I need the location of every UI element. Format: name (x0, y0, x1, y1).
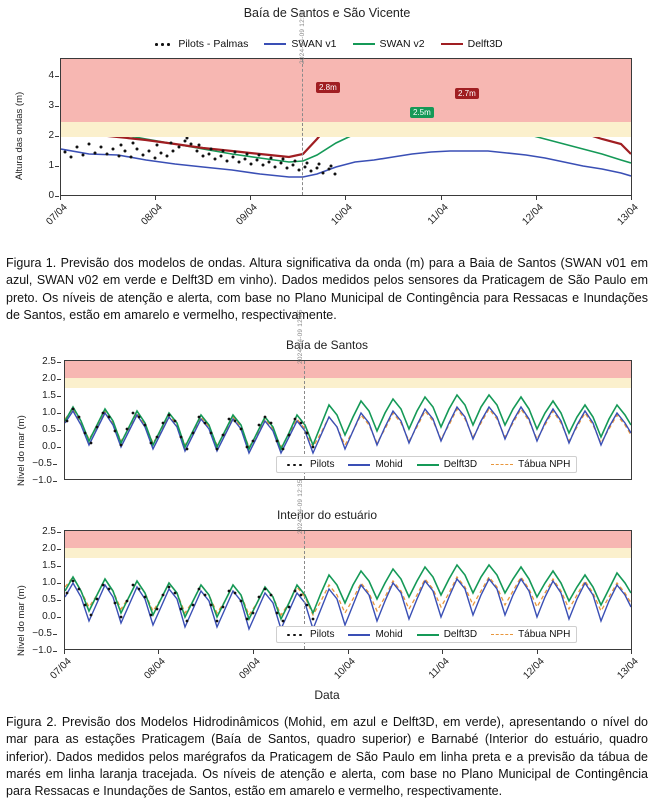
y-tick: 2.0 (30, 543, 56, 554)
band-alerta (61, 59, 631, 122)
dots-icon (283, 461, 305, 469)
figure-1-y-axis-label: Altura das ondas (m) (14, 91, 25, 180)
dashed-line-icon (491, 464, 513, 465)
legend-item-delft3d (417, 629, 477, 640)
peak-label-swan-v2: 2.5m (410, 107, 434, 118)
legend-item-swan-v2 (353, 38, 425, 50)
panel-b-y-axis-label: Nível do mar (m) (16, 585, 27, 656)
y-tick: 1.0 (30, 407, 56, 418)
band-atencao (65, 548, 631, 558)
y-tick: 1 (28, 160, 54, 171)
line-icon (348, 464, 370, 466)
panel-a-legend (276, 456, 577, 473)
x-tick-mark (536, 196, 537, 200)
y-tick: 1.5 (30, 390, 56, 401)
figure-1-caption: Figura 1. Previsão dos modelos de ondas. Altura significativa da onda (m) para a Baia de Santos (SWAN v01 em azul, SWAN v02 em verde e Delft3D em vinho). Dados medidos pelos sensores da Praticagem de São Paulo em preto. Os níveis de atenção e alerta, com base no Plano Municipal de Contingência para Ressacas e Inundações de Santos, estão em amarelo e vermelho, respectivamente. (6, 256, 648, 322)
y-tick: 3 (28, 100, 54, 111)
x-tick-label: 13/04 (615, 202, 641, 228)
x-tick-label: 13/04 (615, 656, 641, 682)
y-tick: 0.0 (30, 441, 56, 452)
dots-icon (283, 631, 305, 639)
x-tick-mark (442, 650, 443, 654)
figure-1-event-label: 2024-04-09 12:31 (299, 9, 306, 64)
figure-1 (0, 0, 654, 324)
figure-1-title: Baía de Santos e São Vicente (243, 6, 411, 20)
y-tick: 1.5 (30, 560, 56, 571)
legend-item-tabua-nph (491, 629, 570, 640)
legend-item-pilots (283, 459, 334, 470)
y-tick: 0.5 (30, 424, 56, 435)
figure-1-legend (0, 38, 654, 50)
y-tick: 2 (28, 130, 54, 141)
legend-item-delft3d (441, 38, 503, 50)
figure-2-panel-interior-do-estuario (0, 479, 654, 708)
x-tick-label: 10/04 (329, 202, 355, 228)
x-tick-label: 09/04 (234, 202, 260, 228)
x-tick-label: 08/04 (142, 656, 168, 682)
panel-b-event-label: 2024-04-09 12:35 (297, 479, 304, 534)
series-swan-v1 (61, 149, 631, 177)
x-tick-label: 07/04 (44, 202, 70, 228)
x-tick-label: 10/04 (332, 656, 358, 682)
dashed-line-icon (491, 634, 513, 635)
panel-b-legend (276, 626, 577, 643)
line-icon (417, 634, 439, 636)
legend-item-mohid (348, 629, 402, 640)
line-icon (441, 43, 463, 45)
figure-2-caption: Figura 2. Previsão dos Modelos Hidrodinâmicos (Mohid, em azul e Delft3D, em verde), apresentando o nível do mar para as estações Praticagem (Baía de Santos, quadro superior) e Barnabé (Interior do estuário, quadro inferior). Dados medidos pelos marégrafos da Praticagem de São Paulo em linha preta e a previsão da tábua de marés em linha laranja tracejada. Os níveis de atenção e alerta, com base no Plano Municipal de Contingência para Ressacas e Inundações de Santos, estão em amarelo e vermelho, respectivamente. (6, 715, 648, 798)
legend-label: Pilots (310, 459, 335, 470)
panel-b-title: Interior do estuário (276, 508, 378, 522)
x-tick-mark (158, 650, 159, 654)
figure-1-plot-area (60, 58, 632, 196)
panel-a-title: Baía de Santos (285, 338, 369, 352)
x-tick-mark (631, 650, 632, 654)
x-tick-mark (64, 650, 65, 654)
dots-icon (151, 40, 173, 48)
figure-2-x-axis-label: Data (314, 688, 340, 702)
x-tick-label: 07/04 (48, 656, 74, 682)
x-tick-mark (348, 650, 349, 654)
peak-label-delft3d-1: 2.8m (316, 82, 340, 93)
x-tick-mark (253, 650, 254, 654)
legend-label: Mohid (375, 629, 403, 640)
legend-label: SWAN v2 (379, 38, 425, 50)
figure-2 (0, 309, 654, 800)
figure-2-panel-baia-de-santos (0, 309, 654, 504)
figure-1-event-line (302, 59, 303, 195)
line-icon (417, 464, 439, 466)
legend-label: Mohid (375, 459, 403, 470)
peak-label-delft3d-2: 2.7m (455, 88, 479, 99)
x-tick-mark (441, 196, 442, 200)
x-tick-mark (60, 196, 61, 200)
band-alerta (65, 531, 631, 548)
legend-label: Delft3D (467, 38, 503, 50)
y-tick: 1.0 (30, 577, 56, 588)
panel-a-event-label: 2024-04-09 12:35 (297, 309, 304, 364)
legend-label: Pilots (310, 629, 335, 640)
x-tick-mark (345, 196, 346, 200)
x-tick-label: 09/04 (237, 656, 263, 682)
x-tick-label: 12/04 (521, 656, 547, 682)
legend-item-pilots (283, 629, 334, 640)
band-atencao (65, 378, 631, 388)
legend-label: Delft3D (443, 459, 478, 470)
legend-item-tabua-nph (491, 459, 570, 470)
legend-item-pilots-palmas (151, 38, 248, 50)
legend-label: Tábua NPH (518, 629, 571, 640)
x-tick-label: 11/04 (426, 656, 452, 681)
x-tick-mark (155, 196, 156, 200)
x-tick-mark (250, 196, 251, 200)
y-tick: −1.0 (26, 645, 52, 656)
panel-a-y-axis-label: Nível do mar (m) (16, 415, 27, 486)
y-tick: 4 (28, 70, 54, 81)
y-tick: −1.0 (26, 475, 52, 486)
line-icon (348, 634, 370, 636)
legend-item-delft3d (417, 459, 477, 470)
legend-label: Tábua NPH (518, 459, 571, 470)
legend-item-mohid (348, 459, 402, 470)
x-tick-label: 11/04 (425, 202, 451, 227)
line-icon (353, 43, 375, 45)
y-tick: −0.5 (26, 628, 52, 639)
legend-label: Delft3D (443, 629, 478, 640)
x-tick-label: 08/04 (139, 202, 165, 228)
y-tick: 0 (28, 190, 54, 201)
y-tick: 0.0 (30, 611, 56, 622)
x-tick-mark (631, 196, 632, 200)
y-tick: 2.5 (30, 356, 56, 367)
x-tick-label: 12/04 (520, 202, 546, 228)
y-tick: 2.0 (30, 373, 56, 384)
band-atencao (61, 122, 631, 137)
legend-label: SWAN v1 (291, 38, 337, 50)
series-mohid (65, 579, 631, 629)
y-tick: 0.5 (30, 594, 56, 605)
x-tick-mark (537, 650, 538, 654)
line-icon (264, 43, 286, 45)
y-tick: −0.5 (26, 458, 52, 469)
band-alerta (65, 361, 631, 378)
y-tick: 2.5 (30, 526, 56, 537)
legend-label: Pilots - Palmas (178, 38, 249, 50)
